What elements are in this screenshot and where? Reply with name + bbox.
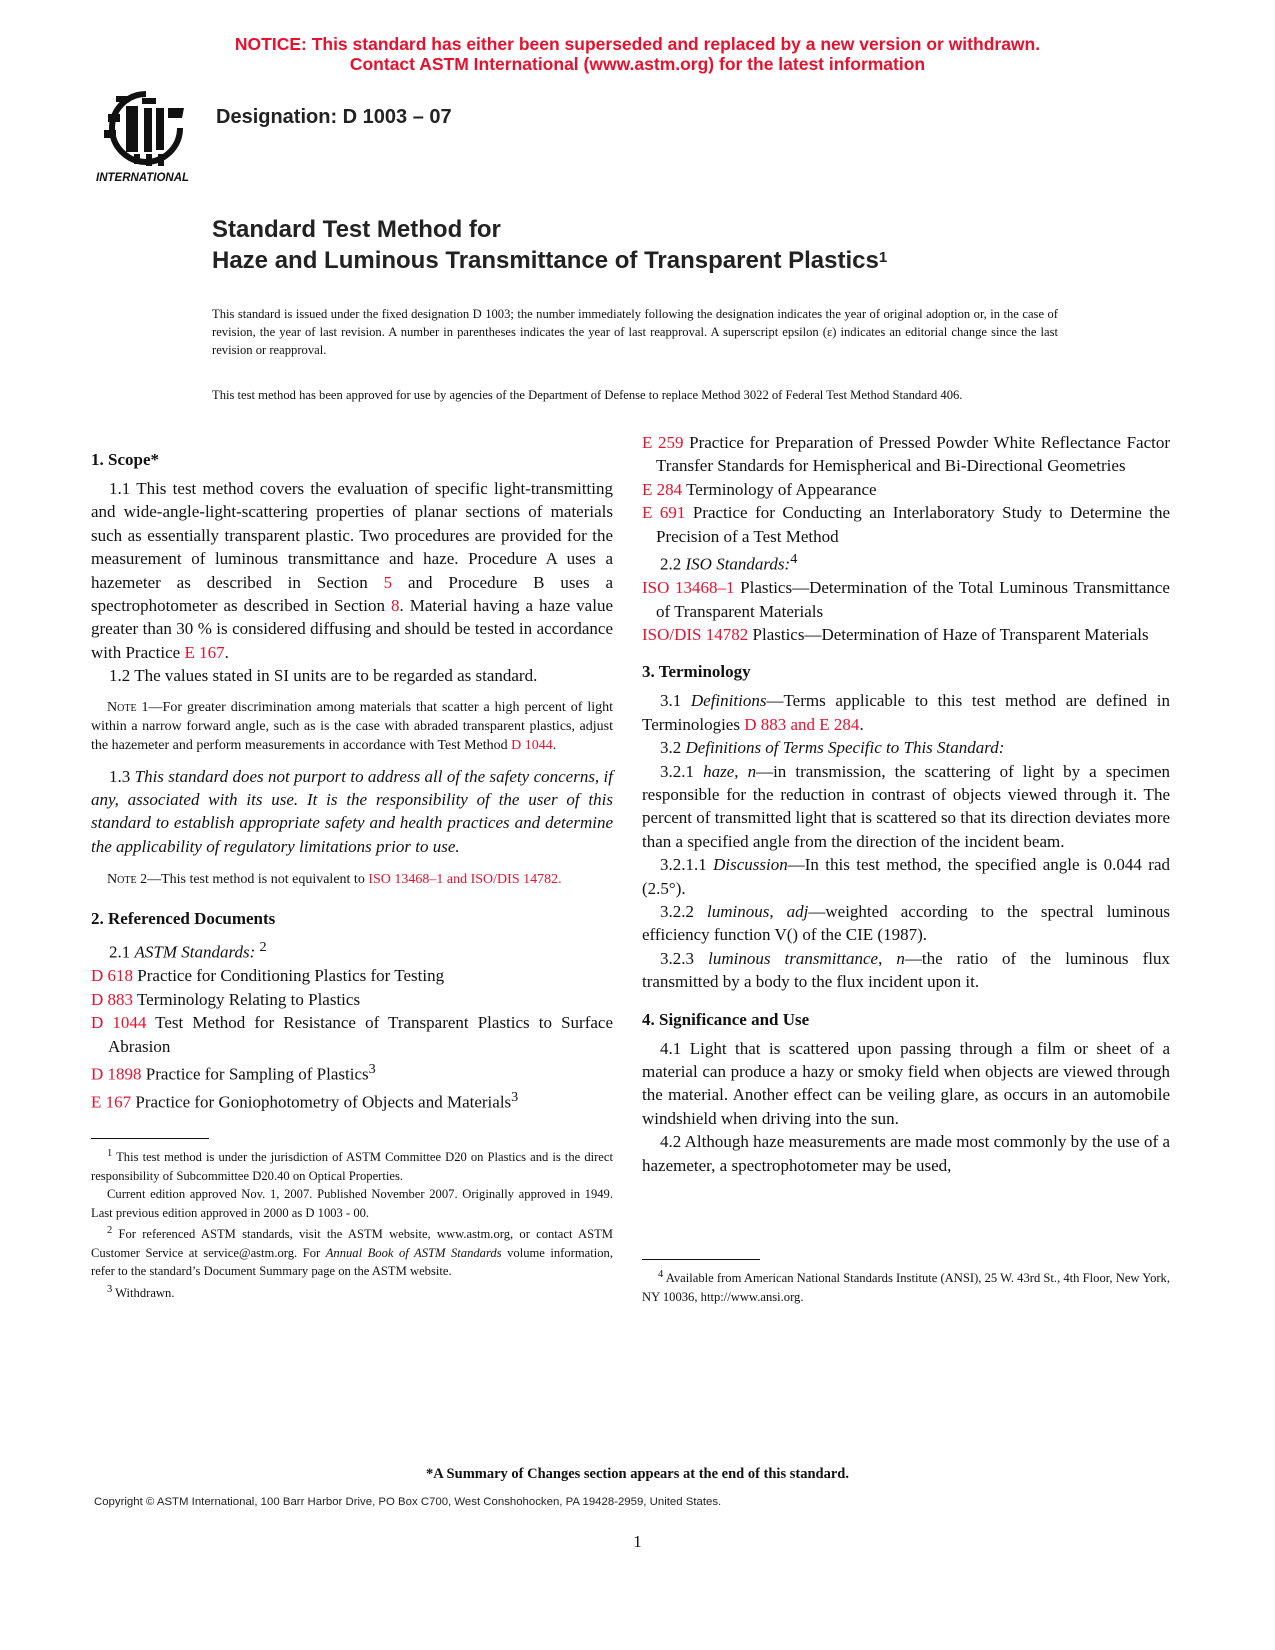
reference-item [91,1086,613,1114]
footnotes-right [642,1266,1170,1306]
footnote-2: $^2$ For referenced ASTM standards, visit the ASTM website, www.astm.org, or contact ASTM Customer Service at service@astm.org. For Annual Book of ASTM Standards volume information, refer to the standard’s Document Summary page on the ASTM website. [91,1225,613,1279]
section-1-heading: 1. Scope* [91,450,159,469]
dod-approval-statement: This test method has been approved for use by agencies of the Department of Defense to replace Method 3022 of Federal Test Method Standard 406. [212,388,963,402]
title-footnote-ref: 1 [878,249,888,266]
right-column [642,431,1170,1306]
footnote-1: $^1$ This test method is under the jurisdiction of ASTM Committee D20 on Plastics and is the direct responsibility of Subcommittee D20.40 on Optical Properties. [91,1148,613,1183]
title-line-1: Standard Test Method for [212,216,501,243]
reference-title: Plastics—Determination of Haze of Transparent Materials [748,624,1149,644]
para-1-1: 1.1 This test method covers the evaluation of specific light-transmitting and wide-angle-light-scattering properties of planar sections of materials such as essentially transparent plastic. Two procedures are provided for the measurement of luminous transmittance and haze. Procedure A uses a hazemeter as described in Section 5 and Procedure B uses a spectrophotometer as described in Section 8. Material having a haze value greater than 30 % is considered diffusing and should be tested in accordance with Practice E 167. [91,479,613,662]
reference-title: Terminology of Appearance [682,479,877,499]
issued-statement: This standard is issued under the fixed designation D 1003; the number immediately following the designation indicates the year of original adoption or, in the case of revision, the year of last revision. A number in parentheses indicates the year of last reapproval. A superscript epsilon (ε) indicates an editorial change since the last revision or reapproval. [212,307,1058,357]
footnote-rule [91,1138,209,1139]
summary-of-changes-notice: *A Summary of Changes section appears at the end of this standard. [426,1466,849,1482]
reference-title: Practice for Goniophotometry of Objects and Materials [131,1092,512,1112]
reference-title: Plastics—Determination of the Total Luminous Transmittance of Transparent Materials [656,578,1170,621]
e167-link[interactable]: E 167 [184,642,225,662]
section-2-heading: 2. Referenced Documents [91,909,276,929]
footnotes-left [91,1145,613,1303]
reference-code-link[interactable]: E 691 [642,503,686,523]
copyright: Copyright © ASTM International, 100 Barr Harbor Drive, PO Box C700, West Conshohocken, PA 19428-2959, United States. [94,1496,722,1508]
para-1-2: 1.2 The values stated in SI units are to be regarded as standard. [109,666,538,686]
reference-code-link[interactable]: E 284 [642,479,683,499]
reference-item [91,1011,613,1058]
reference-title: Practice for Conditioning Plastics for Testing [133,966,445,986]
left-column [91,448,613,1303]
reference-title: Test Method for Resistance of Transparent Plastics to Surface Abrasion [108,1013,614,1056]
astm-standards-list-continued [642,431,1170,548]
reference-item [642,576,1170,623]
para-4-2: 4.2 Although haze measurements are made most commonly by the use of a hazemeter, a spectrophotometer may be used, [642,1132,1170,1175]
para-3-1: 3.1 Definitions—Terms applicable to this test method are defined in Terminologies D 883 and E 284. [642,691,1170,734]
reference-footnote-ref: 3 [368,1060,376,1077]
reference-footnote-ref: 3 [511,1089,519,1106]
notice-line-1: NOTICE: This standard has either been superseded and replaced by a new version or withdrawn. [234,34,1041,54]
iso-standards-list [642,576,1170,646]
d883-e284-link[interactable]: D 883 and E 284 [744,714,860,734]
footnote-rule-right [642,1259,760,1260]
reference-item [642,501,1170,548]
reference-item [642,431,1170,478]
reference-code-link[interactable]: D 1898 [91,1064,142,1084]
reference-title: Terminology Relating to Plastics [133,989,361,1009]
note-1: Note 1—For greater discrimination among materials that scatter a high percent of light within a narrow forward angle, such as is the case with abraded transparent plastics, adjust the hazemeter and perform measurements in accordance with Test Method D 1044. [91,699,613,753]
reference-code-link[interactable]: D 883 [91,989,134,1009]
footnote-1-edition: Current edition approved Nov. 1, 2007. Published November 2007. Originally approved in 1949. Last previous edition approved in 2000 as D 1003 - 00. [91,1187,613,1220]
reference-item [91,1058,613,1086]
reference-code-link[interactable]: ISO 13468–1 [642,578,735,598]
section-5-link[interactable]: 5 [383,572,393,592]
para-3-2-2: 3.2.2 luminous, adj—weighted according to the spectral luminous efficiency function V() of the CIE (1987). [642,901,1170,945]
reference-code-link[interactable]: ISO/DIS 14782 [642,624,749,644]
para-3-2-3: 3.2.3 luminous transmittance, n—the ratio of the luminous flux transmitted by a body to the flux incident upon it. [642,948,1170,992]
astm-standards-list [91,964,613,1114]
para-3-2: 3.2 Definitions of Terms Specific to This Standard: [660,738,1005,758]
superseded-notice [0,34,1275,74]
reference-item [642,478,1170,501]
reference-title: Practice for Sampling of Plastics [141,1064,369,1084]
section-8-link[interactable]: 8 [390,596,400,616]
reference-code-link[interactable]: E 167 [91,1092,132,1112]
reference-title: Practice for Preparation of Pressed Powder White Reflectance Factor Transfer Standards for Hemispherical and Bi-Directional Geometries [656,433,1170,476]
note-2: Note 2—This test method is not equivalent to ISO 13468–1 and ISO/DIS 14782. [107,872,562,888]
reference-title: Practice for Conducting an Interlaboratory Study to Determine the Precision of a Test Method [656,503,1170,546]
footnote-3: $^3$ Withdrawn. [107,1283,175,1301]
title-main: Haze and Luminous Transmittance of Transparent Plastics [212,247,879,274]
reference-item [91,988,613,1011]
notice-line-2: Contact ASTM International (www.astm.org) for the latest information [349,54,926,74]
para-3-2-1-1: 3.2.1.1 Discussion—In this test method, the specified angle is 0.044 rad (2.5°). [642,855,1171,898]
para-1-3: 1.3 This standard does not purport to address all of the safety concerns, if any, associated with its use. It is the responsibility of the user of this standard to establish appropriate safety and health practices and determine the applicability of regulatory limitations prior to use. [91,766,613,856]
reference-code-link[interactable]: D 1044 [91,1013,147,1033]
para-3-2-1: 3.2.1 haze, n—in transmission, the scattering of light by a specimen responsible for the reduction in contrast of objects viewed through it. The percent of transmitted light that is scattered so that its direction deviates more than a specified angle from the direction of the incident beam. [642,761,1170,851]
reference-code-link[interactable]: D 618 [91,966,134,986]
reference-item [642,623,1170,646]
reference-code-link[interactable]: E 259 [642,433,684,452]
footnote-4: $^4$ Available from American National Standards Institute (ANSI), 25 W. 43rd St., 4th Floor, New York, NY 10036, http://www.ansi.org. [642,1269,1170,1304]
d1044-link[interactable]: D 1044 [511,737,553,753]
title-line-2 [212,245,887,276]
para-4-1: 4.1 Light that is scattered upon passing through a film or sheet of a material can produce a hazy or smoky field when objects are viewed through the material. Another effect can be veiling glare, as occurs in an automobile windshield when driving into the sun. [642,1038,1170,1128]
logo-text: INTERNATIONAL [96,172,190,184]
section-3-heading: 3. Terminology [642,662,751,682]
iso-refs-link[interactable]: ISO 13468–1 and ISO/DIS 14782. [368,872,562,888]
designation: Designation: D 1003 – 07 [216,106,452,128]
page-number: 1 [633,1532,642,1551]
document-title [212,214,887,276]
para-2-1: 2.1 ASTM Standards: $^2$ [109,939,267,962]
section-4-heading: 4. Significance and Use [642,1009,810,1029]
reference-item [91,964,613,987]
para-2-2: 2.2 ISO Standards:$^4$ [660,551,798,574]
astm-logo-icon [94,88,198,184]
